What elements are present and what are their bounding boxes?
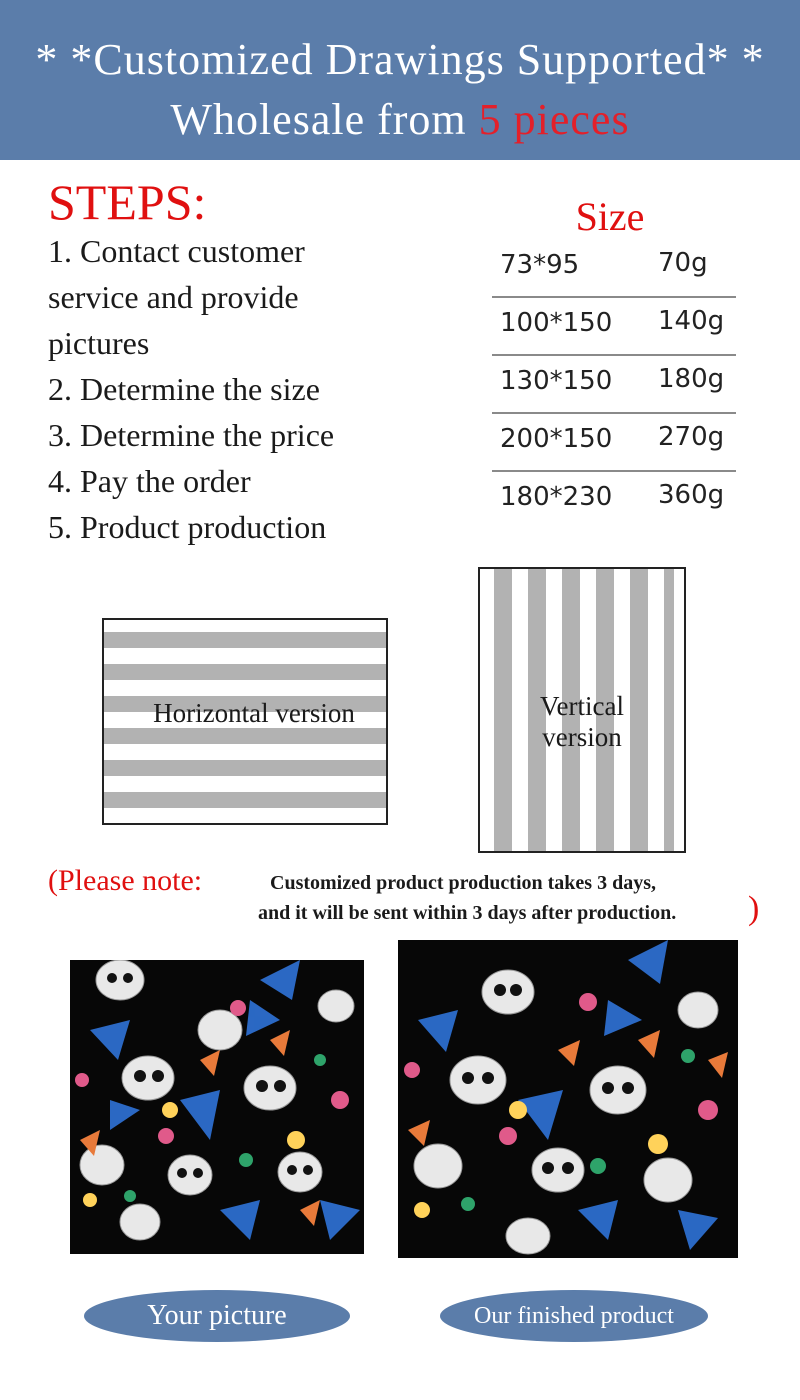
your-picture-label: Your picture xyxy=(84,1290,350,1342)
size-row xyxy=(492,414,736,472)
finished-product-image xyxy=(398,940,738,1258)
vertical-version-label-line1: Vertical xyxy=(540,691,624,721)
note-text-line2: and it will be sent within 3 days after production. xyxy=(258,902,677,924)
size-row xyxy=(492,240,736,298)
banner-subheadline xyxy=(0,94,800,146)
skull-butterfly-pattern-image xyxy=(70,960,364,1254)
step-line: pictures xyxy=(48,325,150,361)
size-row xyxy=(492,298,736,356)
size-table xyxy=(492,240,736,530)
step-line: 5. Product production xyxy=(48,509,327,545)
size-dimension: 200*150 xyxy=(500,424,613,454)
step-line: 4. Pay the order xyxy=(48,463,251,499)
step-line: 2. Determine the size xyxy=(48,371,320,407)
size-row xyxy=(492,356,736,414)
size-weight: 180g xyxy=(658,364,725,394)
vertical-version-diagram xyxy=(478,567,686,853)
size-weight: 140g xyxy=(658,306,725,336)
your-picture-image xyxy=(70,960,364,1254)
vertical-version-label xyxy=(500,691,664,753)
note-text-line1: Customized product production takes 3 days, xyxy=(270,872,656,894)
size-title: Size xyxy=(575,194,645,239)
size-dimension: 180*230 xyxy=(500,482,613,512)
size-row xyxy=(492,472,736,530)
horizontal-version-diagram xyxy=(102,618,388,825)
size-weight: 70g xyxy=(658,248,708,278)
horizontal-version-label: Horizontal version xyxy=(153,698,355,728)
finished-product-label: Our finished product xyxy=(440,1290,708,1342)
size-weight: 270g xyxy=(658,422,725,452)
size-dimension: 130*150 xyxy=(500,366,613,396)
size-dimension: 73*95 xyxy=(500,250,580,280)
banner-subheadline-prefix: Wholesale from xyxy=(170,95,479,144)
vertical-version-label-line2: version xyxy=(542,722,622,752)
header-banner xyxy=(0,0,800,160)
size-dimension: 100*150 xyxy=(500,308,613,338)
note-close-paren: ) xyxy=(748,890,760,927)
steps-list xyxy=(48,228,428,550)
step-line: 1. Contact customer xyxy=(48,233,305,269)
size-weight: 360g xyxy=(658,480,725,510)
skull-butterfly-tapestry-image xyxy=(398,940,738,1258)
banner-headline: * *Customized Drawings Supported* * xyxy=(35,35,765,84)
step-line: 3. Determine the price xyxy=(48,417,335,453)
step-line: service and provide xyxy=(48,279,299,315)
note-label: (Please note: xyxy=(48,864,203,897)
steps-title: STEPS: xyxy=(48,174,207,230)
banner-subheadline-accent: 5 pieces xyxy=(478,95,630,144)
